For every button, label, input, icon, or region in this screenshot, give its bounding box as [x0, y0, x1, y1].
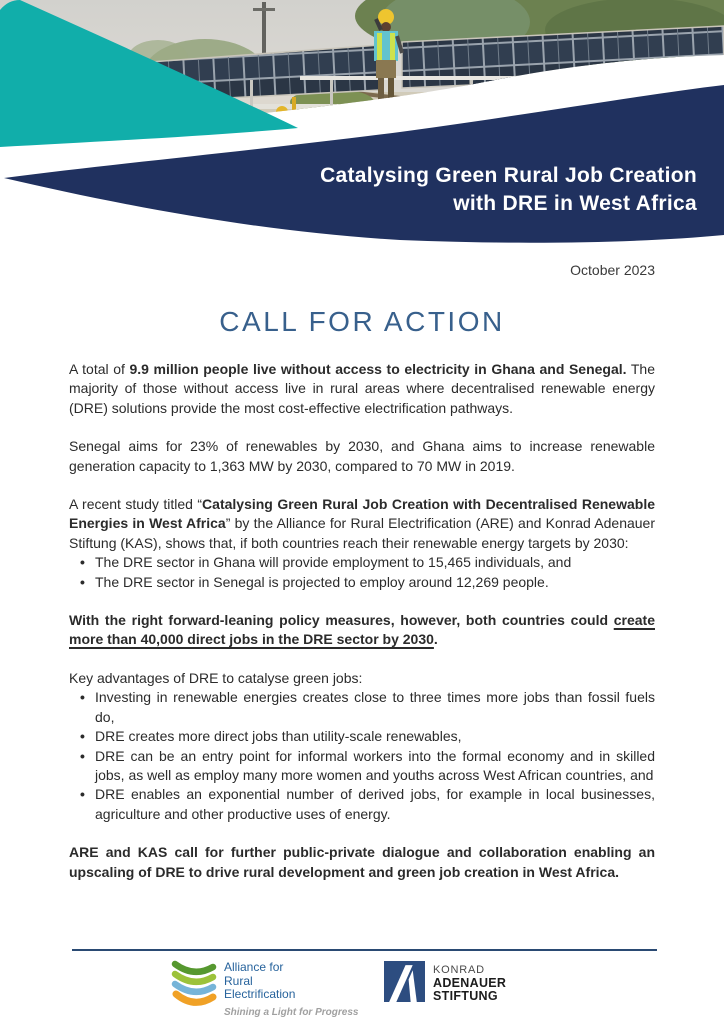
kas-logo-text	[433, 961, 506, 1003]
list-item-text: The DRE sector in Ghana will provide employment to 15,465 individuals, and	[95, 554, 572, 571]
publication-date: October 2023	[570, 262, 655, 278]
p1-prefix: A total of	[69, 361, 130, 377]
kas-letter-a-icon	[384, 961, 425, 1002]
study-findings-list	[69, 553, 655, 592]
are-logo-line3: Electrification	[224, 987, 296, 1001]
kas-logo-line3: STIFTUNG	[433, 988, 498, 1003]
bullet-icon: •	[80, 689, 85, 706]
bullet-icon: •	[80, 554, 85, 571]
bullet-icon: •	[80, 786, 85, 803]
list-item	[69, 785, 655, 824]
bullet-icon: •	[80, 747, 85, 764]
paragraph-access	[69, 360, 655, 418]
paragraph-study	[69, 495, 655, 553]
bullet-icon: •	[80, 728, 85, 745]
document-body	[69, 262, 655, 882]
paragraph-call-to-action: ARE and KAS call for further public-private dialogue and collaboration enabling an upscaling of DRE to drive rural development and green job creation in West Africa.	[69, 844, 655, 880]
footer-divider	[72, 949, 657, 951]
study-title: Catalysing Green Rural Job Creation with Decentralised Renewable Energies in West Africa	[69, 496, 655, 532]
are-waves-icon	[171, 958, 217, 1010]
document-title	[320, 162, 697, 218]
list-item-text: DRE enables an exponential number of derived jobs, for example in local businesses, agriculture and other productive uses of energy.	[95, 786, 655, 822]
p4-period: .	[433, 631, 438, 648]
list-item	[69, 553, 655, 572]
document-title-line1: Catalysing Green Rural Job Creation	[320, 164, 697, 187]
are-logo-line2: Rural	[224, 973, 253, 988]
are-logo	[171, 958, 358, 1019]
p1-rest: The majority of those without access live in rural areas where decentralised renewable energy (DRE) solutions provide the most cost-effective electrification pathways.	[69, 361, 656, 416]
list-item-text: Investing in renewable energies creates close to three times more jobs than fossil fuels do,	[95, 689, 655, 725]
list-item	[69, 573, 655, 592]
list-item	[69, 747, 655, 786]
bullet-icon: •	[80, 573, 85, 590]
paragraph-targets: Senegal aims for 23% of renewables by 2030, and Ghana aims to increase renewable generation capacity to 1,363 MW by 2030, compared to 70 MW in 2019.	[69, 438, 655, 474]
paragraph-advantages-intro: Key advantages of DRE to catalyse green jobs:	[69, 669, 363, 686]
list-item-text: DRE can be an entry point for informal workers into the formal economy and in skilled jobs, as well as employ many more women and youths across West African countries, and	[95, 747, 655, 783]
paragraph-policy-callout	[69, 611, 655, 650]
are-logo-tagline: Shining a Light for Progress	[224, 1006, 359, 1018]
p4-bold: With the right forward-leaning policy measures, however, both countries could	[69, 612, 614, 629]
list-item	[69, 688, 655, 727]
p1-bold-claim: 9.9 million people live without access to electricity in Ghana and Senegal.	[129, 361, 627, 377]
kas-logo	[384, 961, 506, 1003]
page-title: CALL FOR ACTION	[219, 306, 505, 337]
kas-logo-line1: KONRAD	[433, 964, 485, 976]
are-logo-text	[224, 958, 358, 1019]
kas-logo-line2: ADENAUER	[433, 975, 507, 990]
list-item-text: DRE creates more direct jobs than utility-scale renewables,	[95, 728, 462, 745]
document-title-line2: with DRE in West Africa	[453, 192, 697, 215]
list-item	[69, 727, 655, 746]
p3-prefix: A recent study titled “	[69, 496, 203, 513]
advantages-list	[69, 688, 655, 824]
p4-underlined-claim: create more than 40,000 direct jobs in the DRE sector by 2030	[69, 612, 655, 648]
p3-rest: ” by the Alliance for Rural Electrification (ARE) and Konrad Adenauer Stiftung (KAS), shows that, if both countries reach their renewable energy targets by 2030:	[69, 515, 655, 551]
are-logo-line1: Alliance for	[224, 960, 284, 974]
list-item-text: The DRE sector in Senegal is projected to employ around 12,269 people.	[95, 573, 549, 590]
